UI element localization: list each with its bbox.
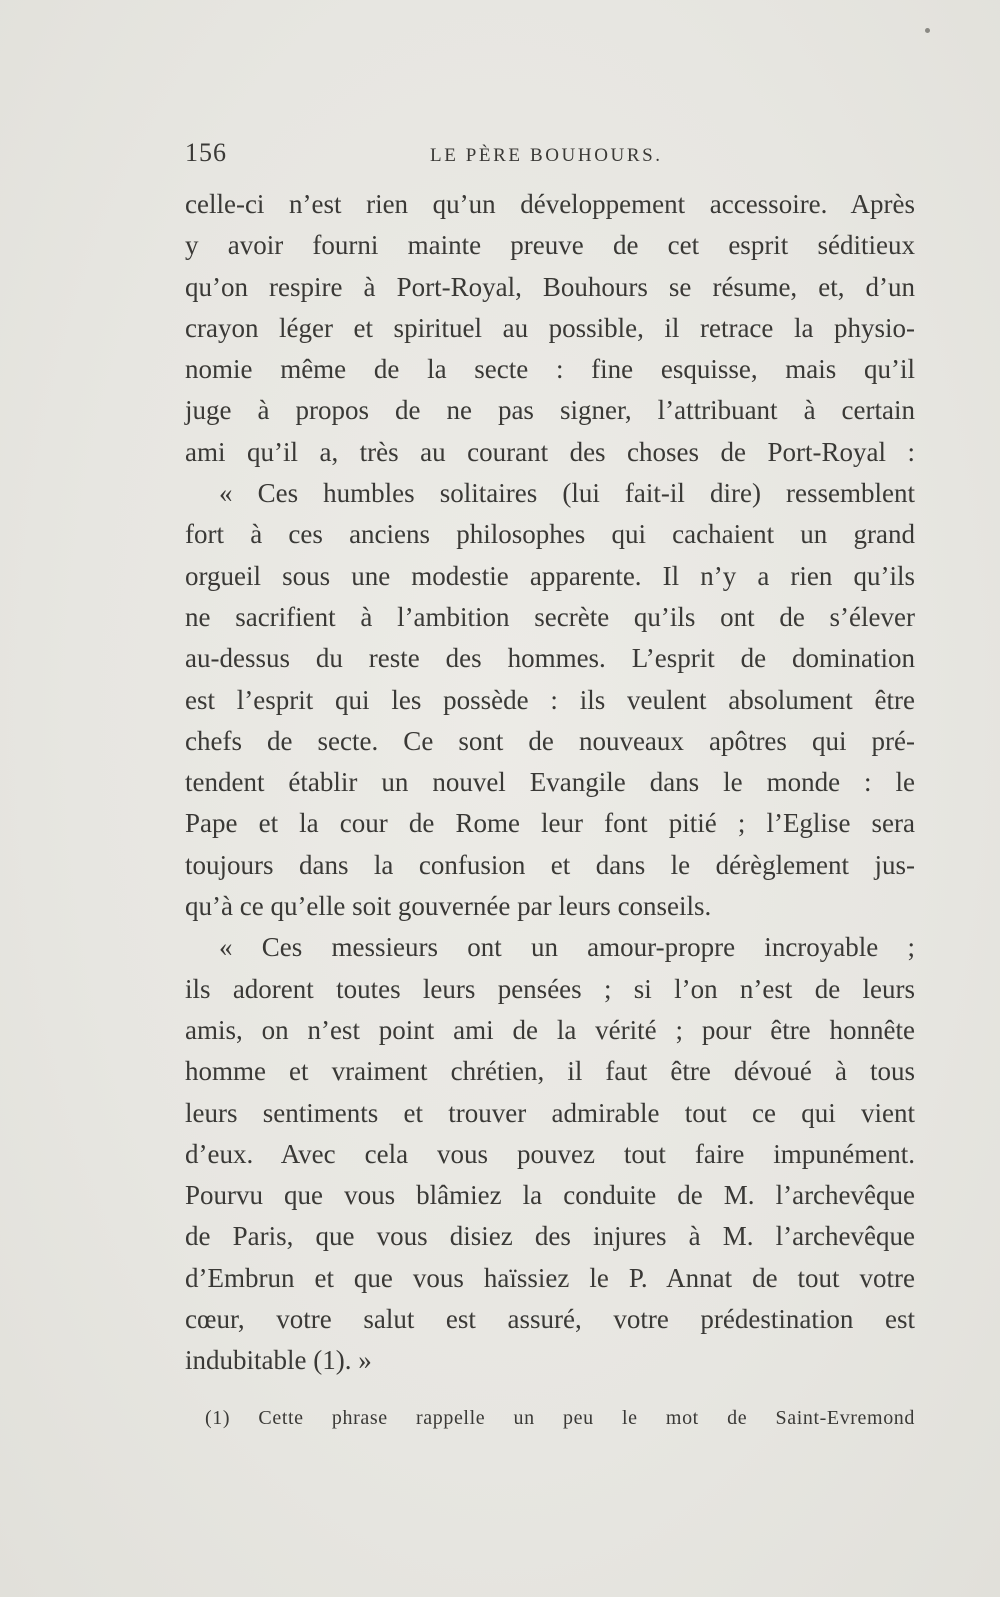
body-text xyxy=(185,184,915,1382)
text-line: d’eux. Avec cela vous pouvez tout faire impunément. xyxy=(185,1138,915,1169)
text-line: toujours dans la confusion et dans le dérèglement jus- xyxy=(185,849,915,880)
text-line: « Ces messieurs ont un amour-propre incroyable ; xyxy=(219,932,915,963)
text-line: Pourvu que vous blâmiez la conduite de M. l’archevêque xyxy=(185,1180,915,1211)
text-line: cœur, votre salut est assuré, votre prédestination est xyxy=(185,1304,915,1335)
page-number: 156 xyxy=(185,138,227,167)
text-line: orgueil sous une modestie apparente. Il n’y a rien qu’ils xyxy=(185,560,915,591)
text-line: ils adorent toutes leurs pensées ; si l’on n’est de leurs xyxy=(185,973,915,1004)
text-line: qu’on respire à Port-Royal, Bouhours se résume, et, d’un xyxy=(185,271,915,302)
text-line: celle-ci n’est rien qu’un développement accessoire. Après xyxy=(185,189,915,219)
text-line: crayon léger et spirituel au possible, il retrace la physio- xyxy=(185,312,915,343)
text-line: « Ces humbles solitaires (lui fait-il dire) ressemblent xyxy=(219,478,915,509)
text-line: y avoir fourni mainte preuve de cet esprit séditieux xyxy=(185,230,915,261)
running-head: LE PÈRE BOUHOURS. xyxy=(430,145,663,166)
text-line: de Paris, que vous disiez des injures à M. l’archevêque xyxy=(185,1221,915,1252)
text-line: leurs sentiments et trouver admirable tout ce qui vient xyxy=(185,1097,915,1128)
text-line: d’Embrun et que vous haïssiez le P. Annat de tout votre xyxy=(185,1262,915,1293)
text-line: juge à propos de ne pas signer, l’attribuant à certain xyxy=(185,395,915,426)
text-line: nomie même de la secte : fine esquisse, mais qu’il xyxy=(185,354,915,385)
text-line: ami qu’il a, très au courant des choses de Port-Royal : xyxy=(185,436,915,467)
text-line: fort à ces anciens philosophes qui cachaient un grand xyxy=(185,519,915,550)
text-line: ne sacrifient à l’ambition secrète qu’ils ont de s’élever xyxy=(185,601,915,632)
text-line: Pape et la cour de Rome leur font pitié ; l’Eglise sera xyxy=(185,808,915,839)
text-line: amis, on n’est point ami de la vérité ; pour être honnête xyxy=(185,1014,915,1045)
text-line: indubitable (1). » xyxy=(185,1345,372,1376)
text-line: tendent établir un nouvel Evangile dans le monde : le xyxy=(185,767,915,798)
text-line: homme et vraiment chrétien, il faut être dévoué à tous xyxy=(185,1056,915,1087)
paper-speck xyxy=(925,28,930,33)
text-line: qu’à ce qu’elle soit gouvernée par leurs conseils. xyxy=(185,891,712,922)
text-line: est l’esprit qui les possède : ils veulent absolument être xyxy=(185,684,915,715)
text-line: chefs de secte. Ce sont de nouveaux apôtres qui pré- xyxy=(185,725,915,756)
text-line: au-dessus du reste des hommes. L’esprit de domination xyxy=(185,643,915,674)
footnote: (1) Cette phrase rappelle un peu le mot de Saint-Evremond xyxy=(205,1407,915,1429)
page-header xyxy=(185,138,915,178)
